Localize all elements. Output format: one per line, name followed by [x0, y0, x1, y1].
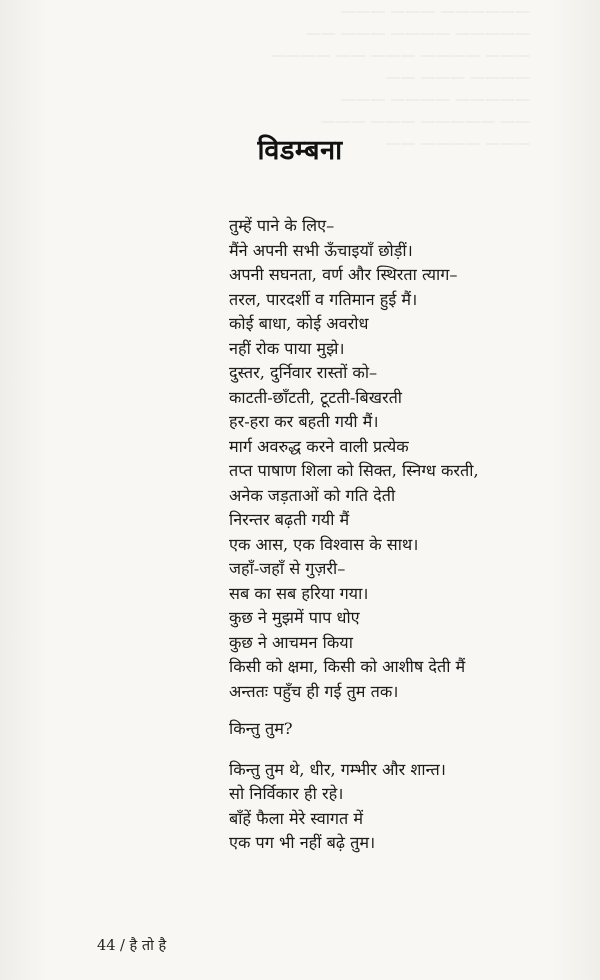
- poem-line: एक पग भी नहीं बढ़े तुम।: [229, 833, 376, 852]
- poem-line: सो निर्विकार ही रहे।: [229, 784, 344, 803]
- poem-line: मैंने अपनी सभी ऊँचाइयाँ छोड़ीं।: [229, 240, 413, 260]
- poem-line: तप्त पाषाण शिला को सिक्त, स्निग्ध करती,: [229, 461, 479, 480]
- poem-line: बाँहें फैला मेरे स्वागत में: [229, 808, 364, 828]
- poem-line: नहीं रोक पाया मुझे।: [229, 338, 345, 358]
- poem-body: [229, 214, 579, 856]
- poem-title: विडम्बना: [257, 135, 343, 166]
- poem-line: अन्ततः पहुँच ही गई तुम तक।: [229, 681, 399, 701]
- poem-line: अनेक जड़ताओं को गति देती: [229, 485, 396, 505]
- stanza-1: [229, 214, 579, 704]
- poem-line: कोई बाधा, कोई अवरोध: [229, 314, 369, 333]
- poem-line: किसी को क्षमा, किसी को आशीष देती मैं: [229, 657, 466, 676]
- poem-line: तुम्हें पाने के लिए–: [229, 216, 335, 235]
- poem-line: निरन्तर बढ़ती गयी मैं: [229, 510, 350, 529]
- poem-line: किन्तु तुम थे, धीर, गम्भीर और शान्त।: [229, 759, 446, 779]
- stanza-gap: [229, 704, 579, 717]
- poem-line: कुछ ने मुझमें पाप धोए: [229, 608, 360, 627]
- page-footer: 44 / है तो है: [97, 938, 167, 954]
- poem-line: जहाँ-जहाँ से गुज़री–: [229, 559, 346, 578]
- poem-line: एक आस, एक विश्वास के साथ।: [229, 534, 419, 554]
- poem-line: सब का सब हरिया गया।: [229, 583, 369, 603]
- poem-line: हर-हरा कर बहती गयी मैं।: [229, 412, 379, 431]
- poem-line: तरल, पारदर्शी व गतिमान हुई मैं।: [229, 289, 418, 309]
- stanza-2: [229, 717, 579, 742]
- reverse-side-bleed-through: —————— ——— ——— ————— ———— ——— —— ——— ———— ——— —— ———— ———— ——— —— ————— ———— ——— —— ————— ——— ——— ——— ———— ——: [270, 2, 530, 152]
- poem-line: काटती-छाँटती, टूटती-बिखरती: [229, 387, 403, 407]
- poem-line: कुछ ने आचमन किया: [229, 632, 353, 652]
- poem-line: अपनी सघनता, वर्ण और स्थिरता त्याग–: [229, 265, 458, 284]
- stanza-gap: [229, 742, 579, 758]
- poem-line: किन्तु तुम?: [229, 719, 293, 738]
- poem-line: दुस्तर, दुर्निवार रास्तों को–: [229, 363, 378, 382]
- poem-line: मार्ग अवरुद्ध करने वाली प्रत्येक: [229, 436, 409, 456]
- stanza-3: [229, 758, 579, 856]
